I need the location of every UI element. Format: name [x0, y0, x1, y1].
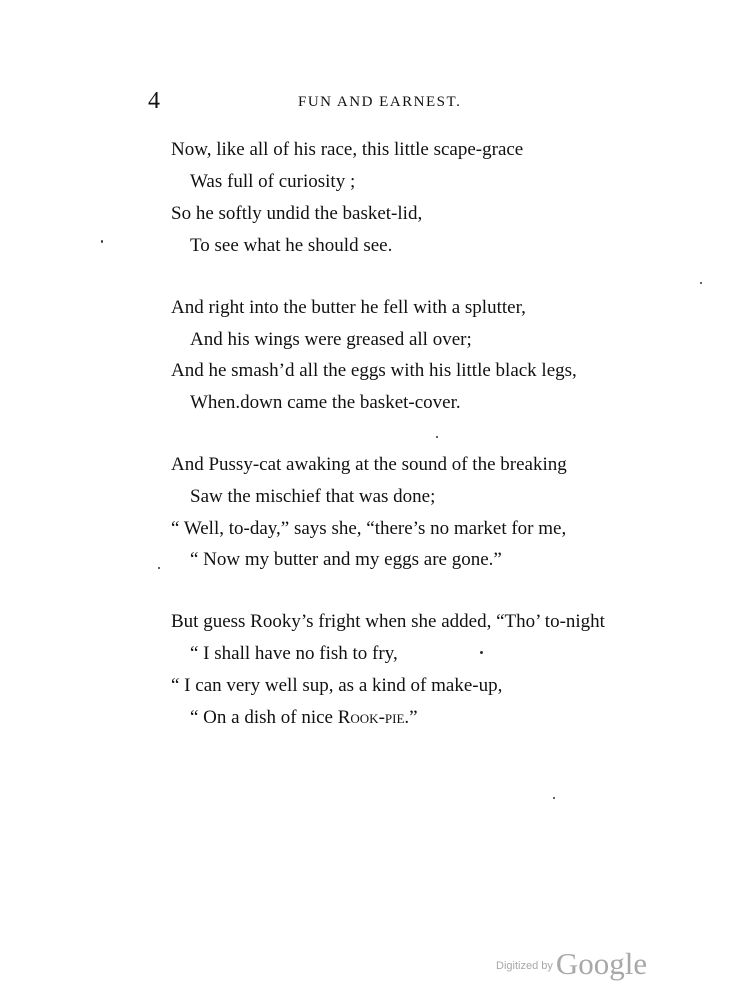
verse-line: Saw the mischief that was done; [190, 486, 436, 507]
verse-line: And he smash’d all the eggs with his little black legs, [171, 360, 577, 381]
scan-speck [700, 282, 702, 284]
scan-speck [480, 651, 483, 654]
verse-line: And right into the butter he fell with a splutter, [171, 297, 526, 318]
verse-line-text: “ On a dish of nice [190, 707, 338, 728]
verse-line [190, 707, 418, 729]
verse-line: “ I shall have no fish to fry, [190, 643, 398, 664]
google-logo: Google [555, 946, 648, 981]
scan-speck [101, 240, 103, 243]
small-caps-word: Rook-pie. [337, 707, 410, 728]
verse-line: Was full of curiosity ; [190, 171, 356, 192]
verse-line: When.down came the basket-cover. [190, 392, 461, 413]
verse-line: And Pussy-cat awaking at the sound of the breaking [171, 454, 567, 475]
page-number: 4 [148, 88, 160, 114]
scan-speck [553, 797, 555, 799]
digitized-by-google-watermark [496, 946, 647, 982]
scan-speck [436, 436, 438, 438]
verse-line: So he softly undid the basket-lid, [171, 203, 423, 224]
verse-line: “ Well, to-day,” says she, “there’s no market for me, [171, 518, 567, 539]
verse-line: “ Now my butter and my eggs are gone.” [190, 549, 502, 570]
scan-speck [158, 567, 160, 569]
verse-line: Now, like all of his race, this little scape-grace [171, 139, 524, 160]
verse-line: And his wings were greased all over; [190, 329, 472, 350]
verse-line: But guess Rooky’s fright when she added, “Tho’ to-night [171, 611, 605, 632]
verse-line: “ I can very well sup, as a kind of make-up, [171, 675, 503, 696]
closing-quote: ” [409, 707, 418, 728]
running-head: FUN AND EARNEST. [298, 94, 462, 110]
verse-line: To see what he should see. [190, 235, 393, 256]
watermark-prefix: Digitized by [496, 960, 553, 972]
